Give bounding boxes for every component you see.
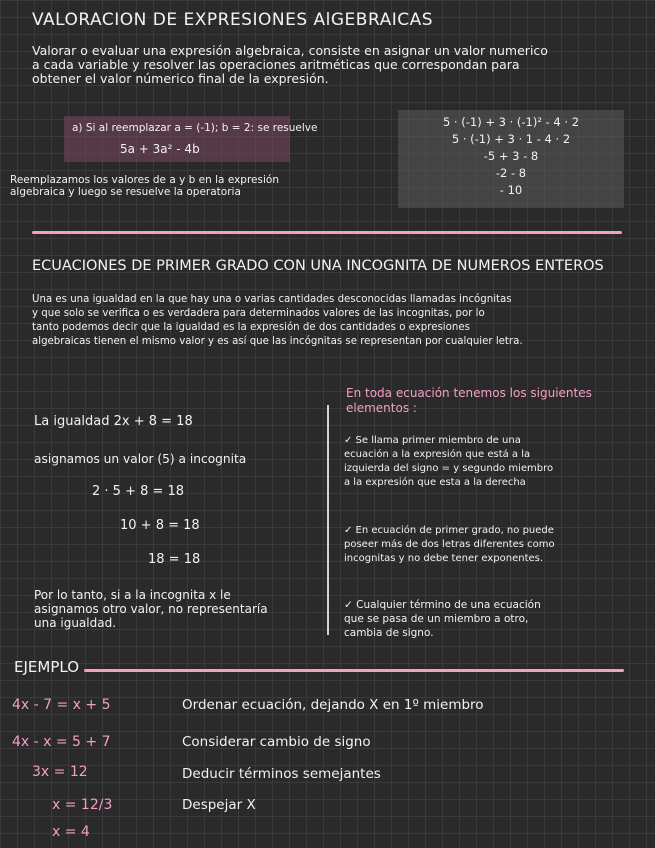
section2-title: ECUACIONES DE PRIMER GRADO CON UNA INCOGNITA DE NUMEROS ENTEROS: [32, 258, 604, 274]
assign-line: asignamos un valor (5) a incognita: [34, 452, 247, 466]
step-line: -2 - 8: [495, 166, 527, 180]
divider-2: [84, 669, 624, 672]
example-eq-4: x = 12/3: [52, 797, 113, 813]
steps-list: [404, 114, 618, 199]
example-desc-2: Considerar cambio de signo: [182, 734, 371, 750]
elements-intro: En toda ecuación tenemos los siguientes elementos :: [346, 386, 592, 415]
equation-3: 18 = 18: [148, 552, 201, 567]
step-line: -5 + 3 - 8: [483, 149, 539, 163]
bullet-1: ✓ Se llama primer miembro de una ecuación a la expresión que está a la izquierda del signo = y segundo miembro a la expresión que esta a la derecha: [344, 435, 554, 488]
equation-1: 2 · 5 + 8 = 18: [92, 484, 185, 499]
section1-title: VALORACION DE EXPRESIONES AlGEBRAICAS: [32, 10, 434, 30]
example-label: EJEMPLO: [14, 658, 79, 676]
example-desc-1: Ordenar ecuación, dejando X en 1º miembro: [182, 697, 484, 713]
column-divider: [327, 405, 329, 635]
step-line: 5 · (-1) + 3 · (-1)² - 4 · 2: [442, 115, 580, 129]
bullet-3: ✓ Cualquier término de una ecuación que se pasa de un miembro a otro, cambia de signo.: [344, 599, 541, 639]
replace-note: Reemplazamos los valores de a y b en la expresión algebraica y luego se resuelve la operatoria: [10, 174, 279, 198]
example-eq-3: 3x = 12: [32, 764, 88, 780]
example-line1: a) Si al reemplazar a = (-1); b = 2: se resuelve: [72, 122, 318, 134]
equation-2: 10 + 8 = 18: [120, 518, 200, 533]
bullet-2: ✓ En ecuación de primer grado, no puede poseer más de dos letras diferentes como incognitas y no debe tener exponentes.: [344, 525, 555, 564]
example-eq-2: 4x - x = 5 + 7: [12, 734, 111, 750]
example-expression: 5a + 3a² - 4b: [120, 142, 200, 156]
example-desc-4: Despejar X: [182, 797, 256, 813]
step-line: - 10: [499, 183, 523, 197]
section1-paragraph: Valorar o evaluar una expresión algebraica, consiste en asignar un valor numerico a cada variable y resolver las operaciones aritméticas que correspondan para obtener el valor númerico final de la expresión.: [32, 43, 548, 86]
section2-paragraph: Una es una igualdad en la que hay una o varias cantidades desconocidas llamadas incógnitas y que solo se verifica o es verdadera para determinados valores de las incognitas, por lo tanto podemos decir que la igualdad es la expresión de dos cantidades o expresiones algebraicas tienen el mismo valor y es así que las incógnitas se representan por cualquier letra.: [32, 294, 523, 347]
example-eq-5: x = 4: [52, 824, 90, 840]
step-line: 5 · (-1) + 3 · 1 - 4 · 2: [451, 132, 571, 146]
divider-1: [32, 231, 622, 234]
conclusion: Por lo tanto, si a la incognita x le asignamos otro valor, no representaría una igualdad.: [34, 588, 268, 630]
example-desc-3: Deducir términos semejantes: [182, 766, 381, 782]
equality-line: La igualdad 2x + 8 = 18: [34, 414, 193, 429]
example-eq-1: 4x - 7 = x + 5: [12, 697, 111, 713]
